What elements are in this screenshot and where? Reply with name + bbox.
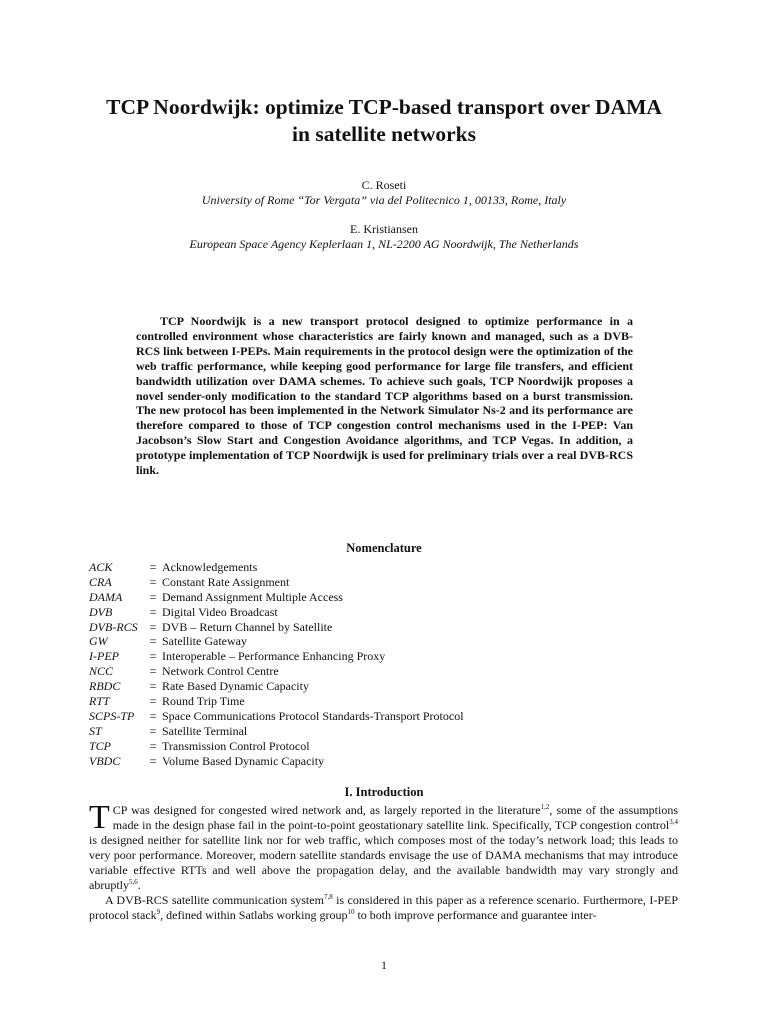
- nomenclature-abbreviation: RBDC: [89, 679, 121, 694]
- nomenclature-definition: Round Trip Time: [162, 694, 245, 709]
- nomenclature-row: [89, 664, 689, 679]
- nomenclature-equals: =: [149, 694, 157, 709]
- introduction-body: [89, 799, 678, 923]
- nomenclature-equals: =: [149, 634, 157, 649]
- nomenclature-definition: Network Control Centre: [162, 664, 279, 679]
- nomenclature-equals: =: [149, 708, 157, 723]
- nomenclature-equals: =: [149, 604, 157, 619]
- author-block-2: [60, 222, 708, 252]
- nomenclature-row: [89, 575, 689, 590]
- nomenclature-row: [89, 560, 689, 575]
- citation-ref: 9: [156, 908, 161, 916]
- nomenclature-abbreviation: GW: [89, 634, 108, 649]
- abstract: TCP Noordwijk is a new transport protocol designed to optimize performance in a controlled environment whose characteristics are fairly known and managed, such as a DVB-RCS link between I-PEPs. Main requirements in the protocol design were the optimization of the web traffic performance, while keeping good performance for large file transfers, and efficient bandwidth utilization over DAMA schemes. To achieve such goals, TCP Noordwijk proposes a novel sender-only modification to the standard TCP algorithms based on a burst transmission. The new protocol has been implemented in the Network Simulator Ns-2 and its performance are therefore compared to those of TCP congestion control mechanisms used in the I-PEP: Van Jacobson’s Slow Start and Congestion Avoidance algorithms, and TCP Vegas. In addition, a prototype implementation of TCP Noordwijk is used for preliminary trials over a real DVB-RCS link.: [136, 314, 633, 478]
- nomenclature-row: [89, 634, 689, 649]
- nomenclature-abbreviation: RTT: [89, 694, 110, 709]
- nomenclature-abbreviation: CRA: [89, 574, 112, 589]
- nomenclature-equals: =: [149, 679, 157, 694]
- author-affiliation: University of Rome “Tor Vergata” via del Politecnico 1, 00133, Rome, Italy: [201, 193, 567, 207]
- citation-ref: 10: [347, 908, 355, 916]
- author-name: C. Roseti: [361, 178, 407, 192]
- nomenclature-equals: =: [149, 649, 157, 664]
- nomenclature-equals: =: [149, 589, 157, 604]
- nomenclature-definition: Demand Assignment Multiple Access: [162, 589, 343, 604]
- nomenclature-abbreviation: ACK: [89, 560, 113, 574]
- nomenclature-heading: Nomenclature: [346, 541, 422, 555]
- text-run: CP was designed for congested wired network and, as largely reported in the literature: [112, 803, 541, 817]
- nomenclature-abbreviation: DAMA: [89, 589, 123, 604]
- title-line-1: TCP Noordwijk: optimize TCP-based transport over DAMA: [106, 95, 662, 119]
- nomenclature-list: [89, 560, 689, 768]
- nomenclature-row: [89, 739, 689, 754]
- citation-ref: 1,2: [540, 803, 550, 811]
- text-run: is designed neither for satellite link nor for web traffic, which composes most of the today’s network load; this leads to very poor performance. Moreover, modern satellite standards envisage the use of DAMA mechanisms that may introduce variable effective RTTs and well above the propagation delay, and the available bandwidth may vary strongly and abruptly: [89, 833, 678, 892]
- section-heading-introduction: I. Introduction: [344, 785, 424, 799]
- nomenclature-row: [89, 649, 689, 664]
- nomenclature-definition: Space Communications Protocol Standards-Transport Protocol: [162, 708, 464, 723]
- nomenclature-row: [89, 694, 689, 709]
- nomenclature-definition: Volume Based Dynamic Capacity: [162, 753, 325, 768]
- text-run: , some of the assumptions made in the design phase fail in the point-to-point geostationary satellite link. Specifically, TCP congestion control: [112, 803, 678, 832]
- nomenclature-definition: Rate Based Dynamic Capacity: [162, 679, 309, 694]
- nomenclature-equals: =: [149, 619, 157, 634]
- nomenclature-abbreviation: DVB: [89, 604, 113, 619]
- nomenclature-definition: Satellite Terminal: [162, 723, 248, 738]
- author-affiliation: European Space Agency Keplerlaan 1, NL-2200 AG Noordwijk, The Netherlands: [189, 237, 579, 251]
- nomenclature-equals: =: [149, 560, 157, 574]
- nomenclature-equals: =: [149, 723, 157, 738]
- nomenclature-definition: Digital Video Broadcast: [162, 604, 278, 619]
- intro-paragraph-2: [89, 893, 678, 923]
- nomenclature-definition: DVB – Return Channel by Satellite: [162, 619, 333, 634]
- author-block-1: [60, 178, 708, 208]
- nomenclature-row: [89, 590, 689, 605]
- nomenclature-row: [89, 754, 689, 769]
- nomenclature-equals: =: [149, 738, 157, 753]
- paper-title: [60, 94, 708, 148]
- text-run: .: [137, 878, 141, 892]
- citation-ref: 5,6: [129, 878, 138, 886]
- nomenclature-equals: =: [149, 664, 157, 679]
- nomenclature-abbreviation: SCPS-TP: [89, 708, 135, 723]
- page-number: 1: [381, 958, 387, 972]
- title-line-2: in satellite networks: [292, 122, 476, 146]
- nomenclature-definition: Constant Rate Assignment: [162, 574, 290, 589]
- nomenclature-abbreviation: VBDC: [89, 753, 121, 768]
- nomenclature-equals: =: [149, 753, 157, 768]
- nomenclature-abbreviation: ST: [89, 723, 102, 738]
- nomenclature-definition: Acknowledgements: [162, 560, 258, 574]
- nomenclature-definition: Transmission Control Protocol: [162, 738, 310, 753]
- nomenclature-abbreviation: TCP: [89, 738, 112, 753]
- text-run: A DVB-RCS satellite communication system: [105, 893, 324, 907]
- nomenclature-row: [89, 709, 689, 724]
- nomenclature-row: [89, 724, 689, 739]
- nomenclature-row: [89, 620, 689, 635]
- nomenclature-definition: Interoperable – Performance Enhancing Proxy: [162, 649, 386, 664]
- citation-ref: 3,4: [669, 818, 678, 826]
- nomenclature-row: [89, 605, 689, 620]
- intro-paragraph-1: [89, 799, 678, 893]
- text-run: to both improve performance and guarantee inter-: [354, 908, 597, 922]
- text-run: is considered in this paper as a reference scenario. Furthermore, I-PEP protocol stack: [89, 893, 678, 922]
- nomenclature-definition: Satellite Gateway: [162, 634, 247, 649]
- nomenclature-abbreviation: I-PEP: [89, 649, 119, 664]
- citation-ref: 7,8: [323, 893, 333, 901]
- author-name: E. Kristiansen: [350, 222, 418, 236]
- text-run: , defined within Satlabs working group: [160, 908, 348, 922]
- nomenclature-abbreviation: DVB-RCS: [89, 619, 138, 634]
- nomenclature-abbreviation: NCC: [89, 664, 114, 679]
- nomenclature-row: [89, 679, 689, 694]
- nomenclature-equals: =: [149, 574, 157, 589]
- drop-cap: T: [89, 799, 110, 836]
